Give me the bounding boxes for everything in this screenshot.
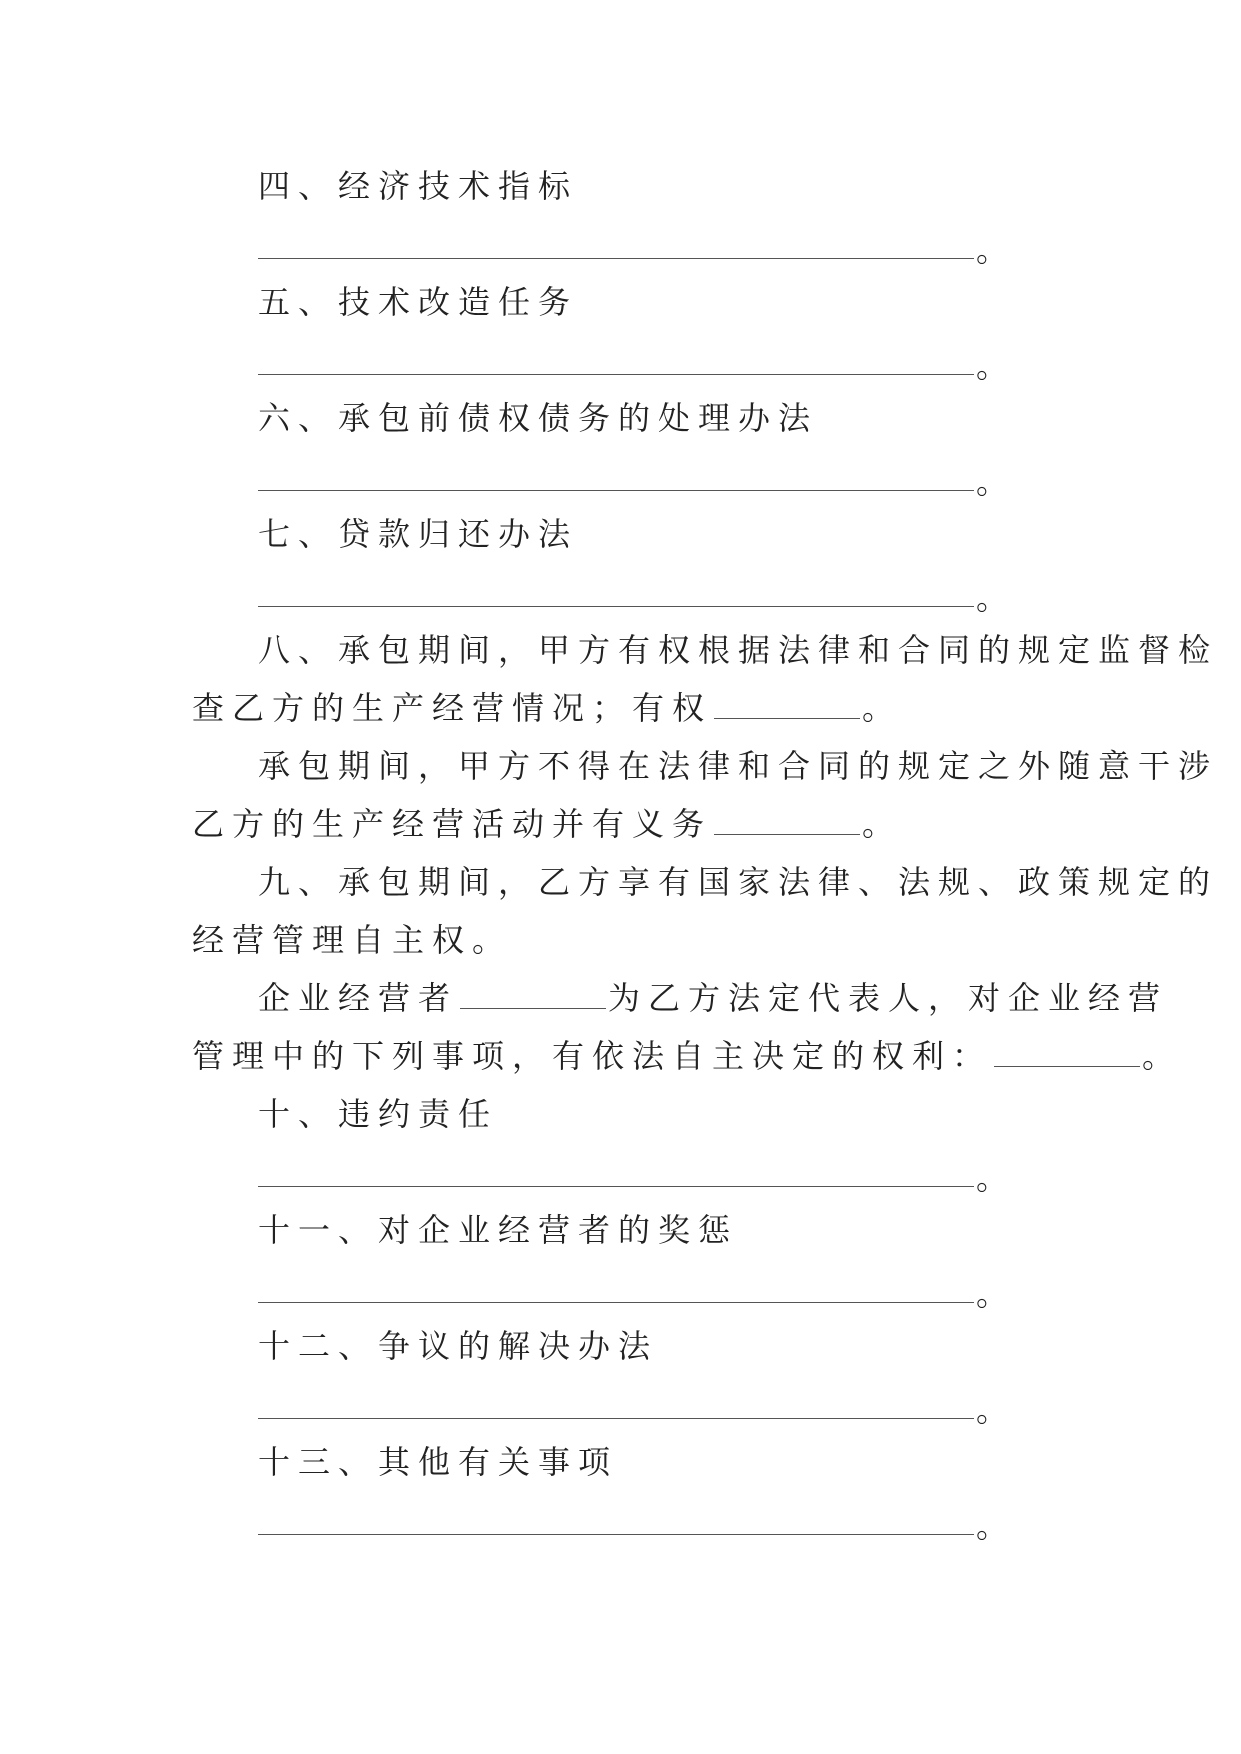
fill-in-blank-13[interactable] — [258, 1534, 974, 1535]
fill-in-blank-6[interactable] — [258, 490, 974, 491]
period: 。 — [976, 1275, 1009, 1313]
section-6-heading: 六、承包前债权债务的处理办法 — [258, 399, 819, 437]
period: 。 — [976, 231, 1009, 269]
section-9b-line-1 — [258, 978, 1168, 1018]
section-12-heading: 十二、争议的解决办法 — [258, 1327, 659, 1365]
section-8b-line-1: 承包期间，甲方不得在法律和合同的规定之外随意干涉 — [258, 747, 1219, 785]
fill-in-blank-autonomy-items[interactable] — [994, 1038, 1140, 1067]
period: 。 — [976, 1507, 1009, 1545]
fill-in-blank-8-rights[interactable] — [714, 690, 860, 719]
period: 。 — [976, 463, 1009, 501]
section-8b-line-2-text: 乙方的生产经营活动并有义务 — [192, 805, 713, 843]
section-11-heading: 十一、对企业经营者的奖惩 — [258, 1211, 739, 1249]
period: 。 — [976, 347, 1009, 385]
section-9b-line-1-post: 为乙方法定代表人，对企业经营 — [608, 979, 1169, 1017]
section-5-heading: 五、技术改造任务 — [258, 283, 579, 321]
period: 。 — [976, 1391, 1009, 1429]
section-9-line-1: 九、承包期间，乙方享有国家法律、法规、政策规定的 — [258, 863, 1219, 901]
fill-in-blank-4[interactable] — [258, 258, 974, 259]
section-10-heading: 十、违约责任 — [258, 1095, 499, 1133]
fill-in-blank-10[interactable] — [258, 1186, 974, 1187]
period: 。 — [862, 805, 903, 843]
section-8b-line-2 — [192, 804, 902, 844]
section-9b-line-2-text: 管理中的下列事项，有依法自主决定的权利： — [192, 1037, 993, 1075]
fill-in-blank-5[interactable] — [258, 374, 974, 375]
fill-in-blank-8-duties[interactable] — [714, 806, 860, 835]
fill-in-blank-operator-name[interactable] — [460, 980, 606, 1009]
fill-in-blank-12[interactable] — [258, 1418, 974, 1419]
section-8-line-1: 八、承包期间，甲方有权根据法律和合同的规定监督检 — [258, 631, 1219, 669]
section-9-line-2: 经营管理自主权。 — [192, 921, 513, 959]
fill-in-blank-7[interactable] — [258, 606, 974, 607]
fill-in-blank-11[interactable] — [258, 1302, 974, 1303]
section-9b-line-2 — [192, 1036, 1182, 1076]
section-9b-line-1-pre: 企业经营者 — [258, 979, 459, 1017]
period: 。 — [1142, 1037, 1183, 1075]
period: 。 — [976, 1159, 1009, 1197]
section-8-line-2-text: 查乙方的生产经营情况；有权 — [192, 689, 713, 727]
section-4-heading: 四、经济技术指标 — [258, 167, 579, 205]
section-13-heading: 十三、其他有关事项 — [258, 1443, 619, 1481]
period: 。 — [862, 689, 903, 727]
period: 。 — [976, 579, 1009, 617]
section-8-line-2 — [192, 688, 902, 728]
section-7-heading: 七、贷款归还办法 — [258, 515, 579, 553]
